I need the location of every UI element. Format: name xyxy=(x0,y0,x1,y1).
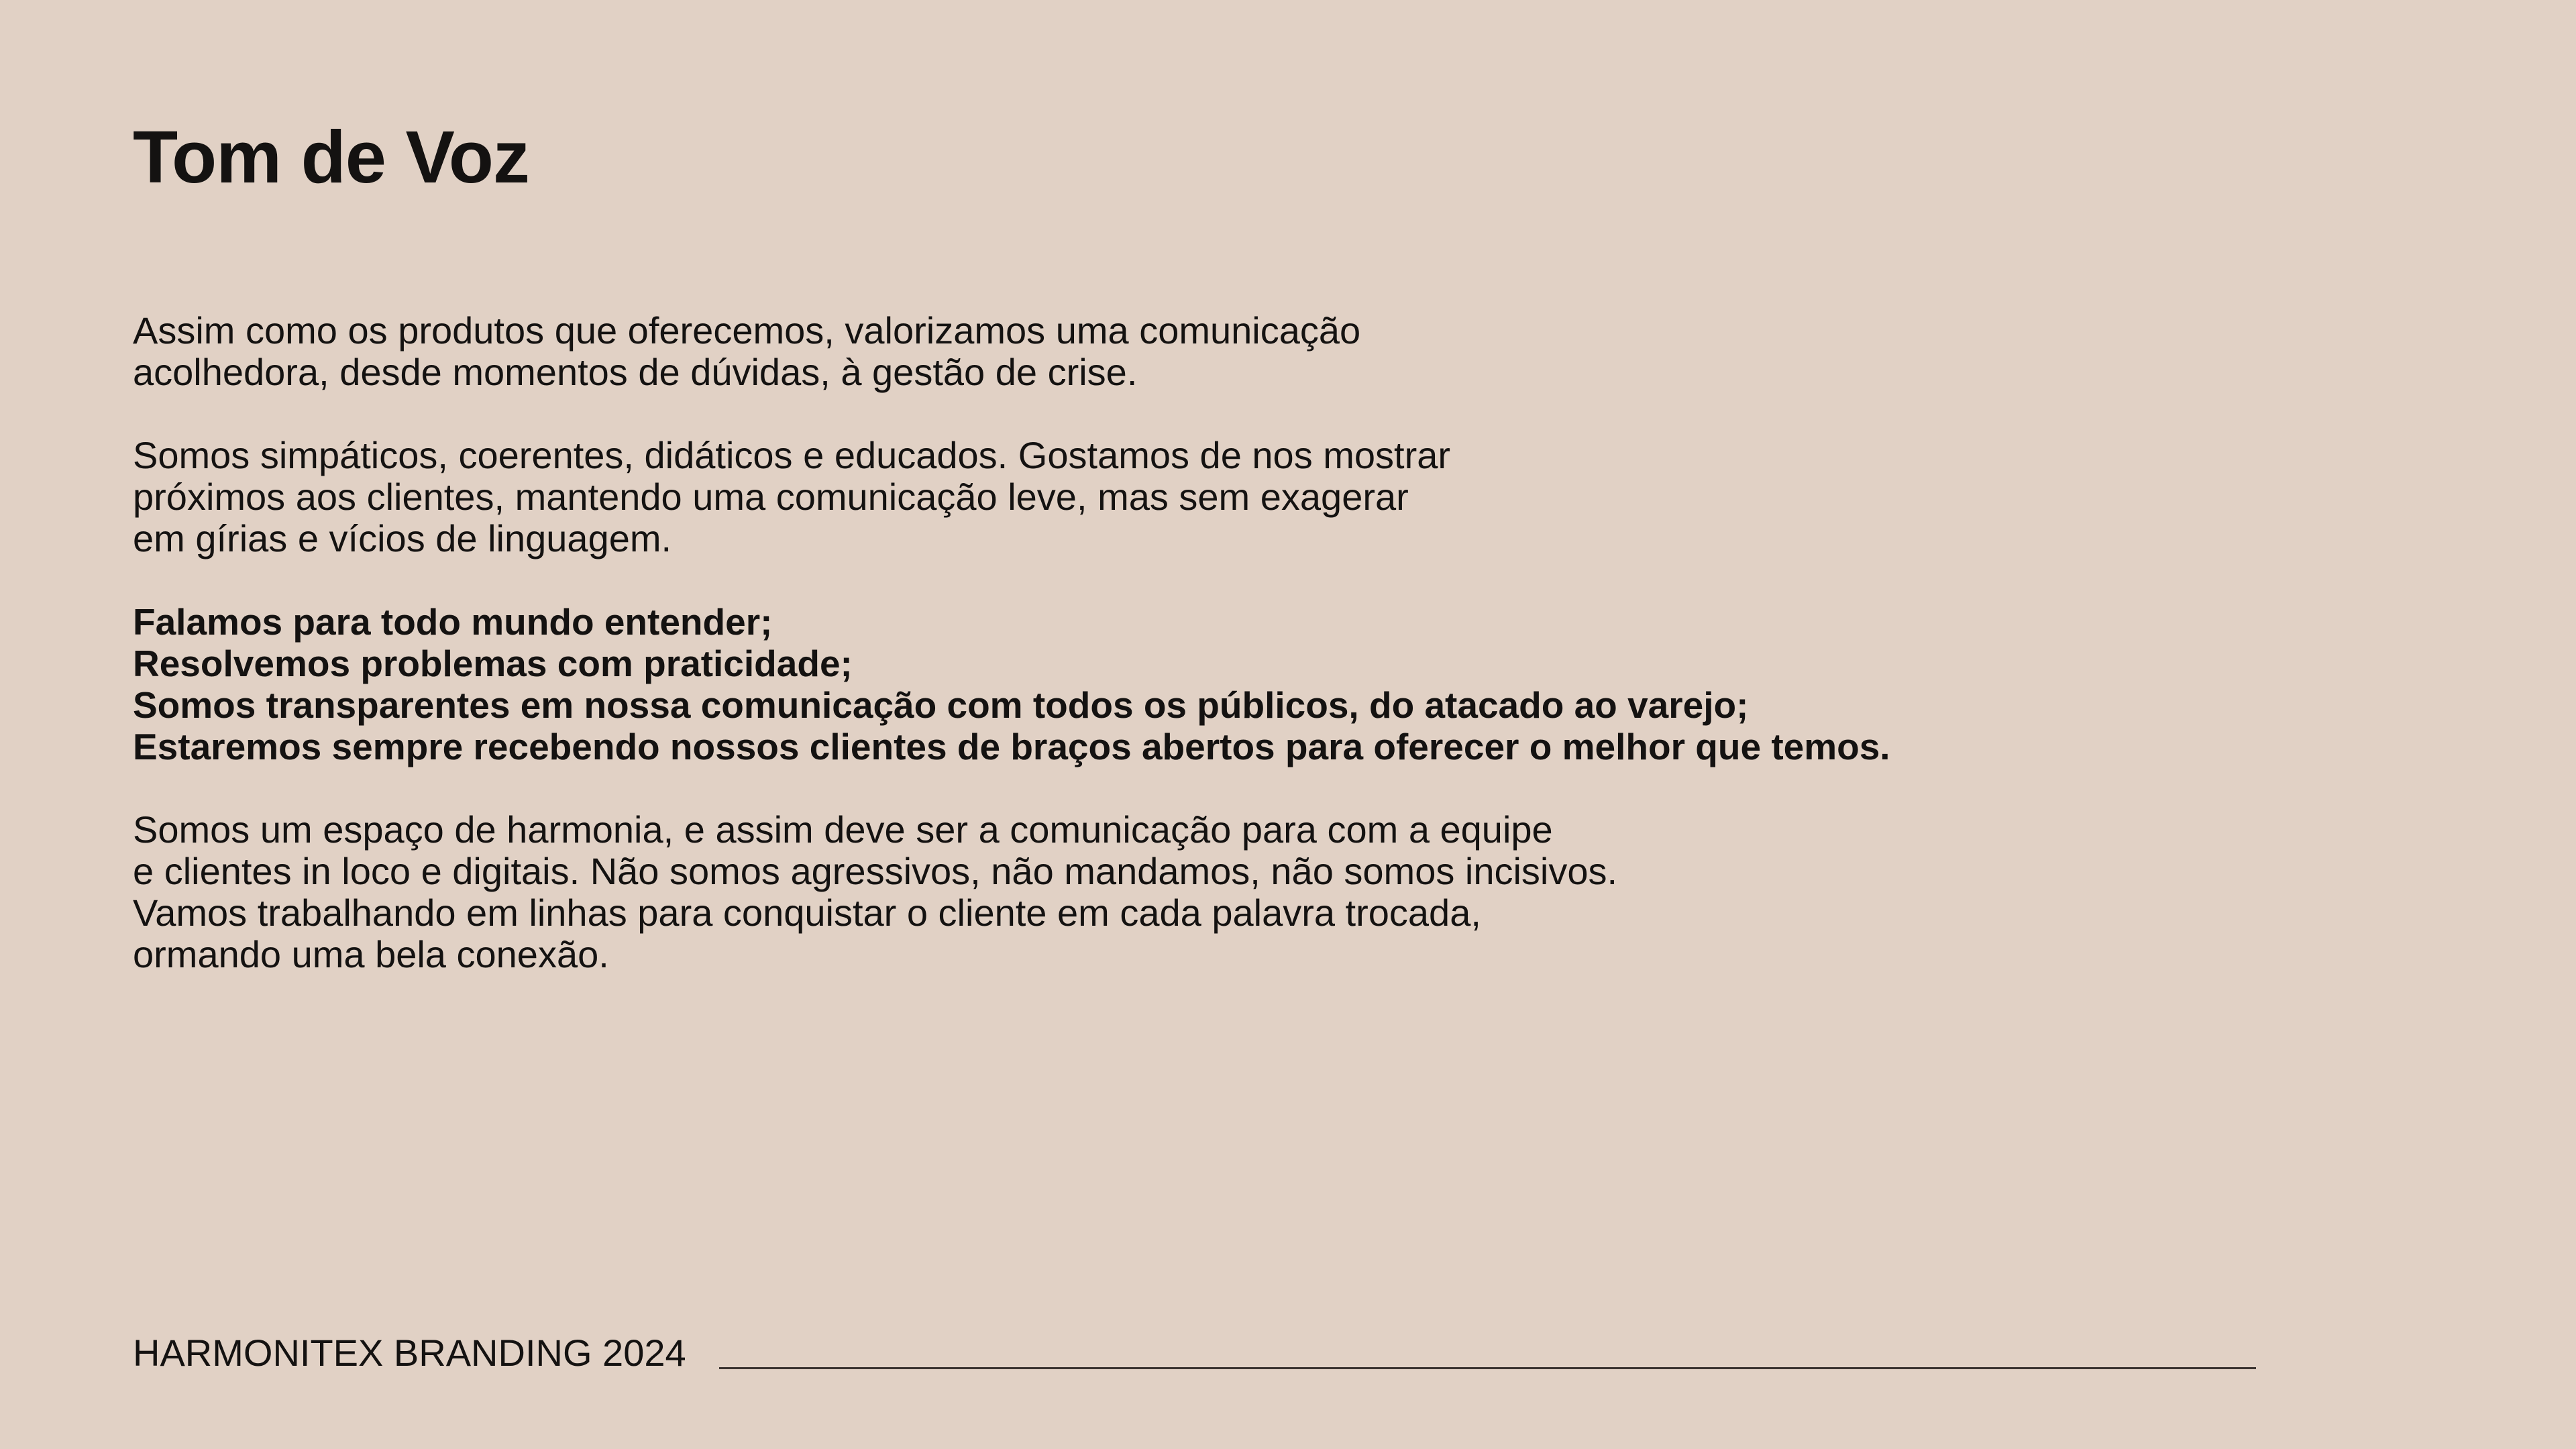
text-line: Vamos trabalhando em linhas para conquistar o cliente em cada palavra trocada, xyxy=(133,892,1481,934)
principle-item: Estaremos sempre recebendo nossos clientes de braços abertos para oferecer o melhor que temos. xyxy=(133,726,1890,767)
text-line: Somos um espaço de harmonia, e assim deve ser a comunicação para com a equipe xyxy=(133,808,1553,851)
body-text xyxy=(133,310,2279,1017)
text-line: Somos simpáticos, coerentes, didáticos e educados. Gostamos de nos mostrar xyxy=(133,434,1451,476)
harmony-paragraph xyxy=(133,809,2279,975)
text-line: próximos aos clientes, mantendo uma comunicação leve, mas sem exagerar xyxy=(133,476,1409,518)
text-line: acolhedora, desde momentos de dúvidas, à gestão de crise. xyxy=(133,351,1138,393)
footer xyxy=(133,1330,2256,1377)
page-title: Tom de Voz xyxy=(133,116,529,199)
intro-paragraph xyxy=(133,310,2279,393)
text-line: em gírias e vícios de linguagem. xyxy=(133,517,672,559)
text-line: Assim como os produtos que oferecemos, valorizamos uma comunicação xyxy=(133,309,1361,352)
footer-divider xyxy=(719,1367,2256,1369)
principle-item: Somos transparentes em nossa comunicação com todos os públicos, do atacado ao varejo; xyxy=(133,684,1749,726)
text-line: ormando uma bela conexão. xyxy=(133,933,609,975)
footer-label: HARMONITEX BRANDING 2024 xyxy=(133,1332,686,1374)
principle-item: Falamos para todo mundo entender; xyxy=(133,601,773,643)
principle-item: Resolvemos problemas com praticidade; xyxy=(133,643,853,684)
principles-list xyxy=(133,601,2279,767)
text-line: e clientes in loco e digitais. Não somos agressivos, não mandamos, não somos incisivos. xyxy=(133,850,1618,892)
personality-paragraph xyxy=(133,435,2279,559)
